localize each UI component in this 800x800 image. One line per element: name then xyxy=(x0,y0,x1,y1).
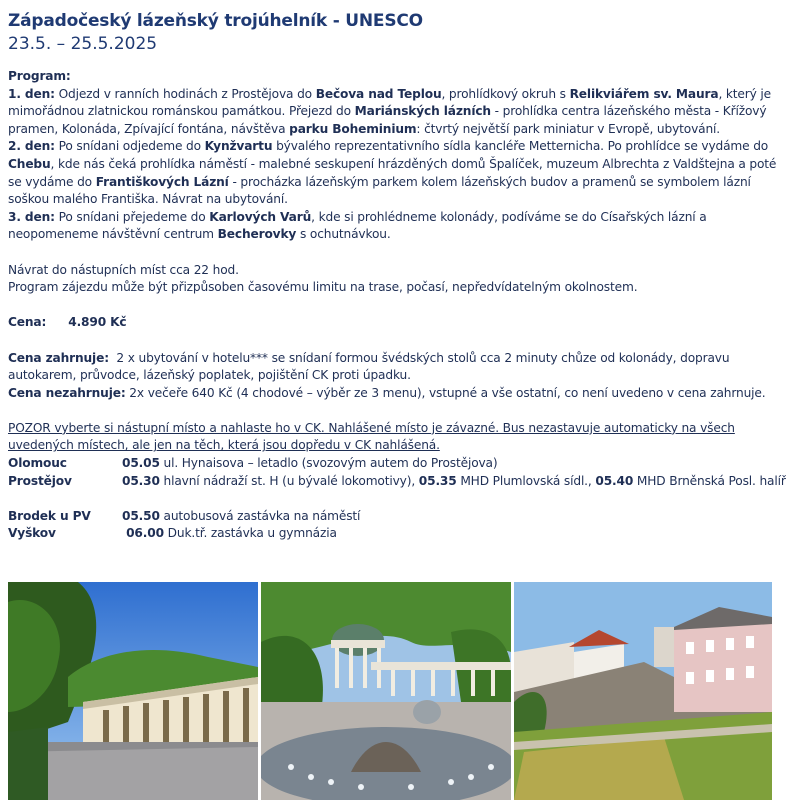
stop-times xyxy=(122,508,360,526)
includes-text: 2 x ubytování v hotelu*** se snídaní formou švédských stolů cca 2 minuty chůze od kolonády, dopravu autokarem, průvodce, lázeňský poplatek, pojištění CK proti úpadku. xyxy=(8,350,734,383)
bold-text: Chebu xyxy=(8,156,51,171)
stop-city: Prostějov xyxy=(8,473,72,488)
bold-text: 05.30 xyxy=(122,473,160,488)
price-includes xyxy=(8,350,792,385)
text-run: ul. Hynaisova – letadlo (svozovým autem do Prostějova) xyxy=(159,456,498,471)
bold-text: 05.05 xyxy=(122,456,160,471)
text-run: hlavní nádraží st. H (u bývalé lokomotivy), xyxy=(159,473,419,488)
bold-text: 05.40 xyxy=(595,473,634,488)
colonnade-photo xyxy=(8,582,258,800)
stop-city: Vyškov xyxy=(8,526,56,541)
text-run: , kde si prohlédneme kolonády, podíváme se do Císařských lázní a neopomeneme návštěvní centrum xyxy=(8,209,707,242)
excludes-label: Cena nezahrnuje: xyxy=(8,385,126,400)
text-run: Po snídani odjedeme do xyxy=(54,139,205,154)
program-day xyxy=(8,209,792,244)
bold-text: Karlových Varů xyxy=(209,209,312,224)
text-run: Odjezd v ranních hodinách z Prostějova do xyxy=(54,86,316,101)
text-run: bývalého reprezentativního sídla kancléře Metternicha. Po prohlídce se vydáme do xyxy=(272,139,769,154)
bold-text: Mariánských lázních xyxy=(354,104,491,119)
stop-city: Brodek u PV xyxy=(8,508,91,523)
stop-times xyxy=(122,525,337,543)
text-run: , který je mimořádnou zlatnickou románskou památkou. Přejezd do xyxy=(8,86,772,119)
return-note: Návrat do nástupních míst cca 22 hod. xyxy=(8,262,239,277)
text-run: , prohlídkový okruh s xyxy=(441,86,570,101)
stops-list xyxy=(8,455,792,543)
price-label: Cena: xyxy=(8,315,47,330)
program-heading: Program: xyxy=(8,69,71,83)
price-value: 4.890 Kč xyxy=(68,315,127,330)
text-run: , kde nás čeká prohlídka náměstí - malebné seskupení hrázděných domů Špalíček, muzeum Albrechta z Valdštejna a poté se vydáme do xyxy=(8,156,777,189)
text-run: MHD Plumlovská sídl., xyxy=(456,473,596,488)
bold-text: 05.50 xyxy=(122,508,160,523)
stop-times xyxy=(122,455,497,473)
bold-text: 06.00 xyxy=(122,526,164,541)
singing-fountain-photo xyxy=(261,582,511,800)
program-day xyxy=(8,138,792,208)
includes-label: Cena zahrnuje: xyxy=(8,350,109,365)
excludes-text: 2x večeře 640 Kč (4 chodové – výběr ze 3 menu), vstupné a vše ostatní, co není uvedeno v cena zahrnuje. xyxy=(125,385,766,400)
stop-olomouc xyxy=(8,455,792,473)
bold-text: Bečova nad Teplou xyxy=(315,86,442,101)
stop-brodek xyxy=(8,508,792,526)
stop-vyskov xyxy=(8,525,792,543)
text-run: : čtvrtý největší park miniatur v Evropě, ubytování. xyxy=(416,121,721,136)
text-run: - procházka lázeňským parkem kolem lázeňských budov a pramenů se symbolem lázní soškou malého Františka. Návrat na ubytování. xyxy=(8,174,751,207)
photo-strip xyxy=(8,582,792,800)
stop-city: Olomouc xyxy=(8,456,67,471)
stop-prostejov xyxy=(8,473,792,491)
bold-text: Kynžvartu xyxy=(204,139,273,154)
text-run: autobusová zastávka na náměstí xyxy=(159,508,361,523)
program-note: Program zájezdu může být přizpůsoben časovému limitu na trase, počasí, nepředvídatelným okolnostem. xyxy=(8,280,638,295)
bold-text: 05.35 xyxy=(418,473,457,488)
bold-text: parku Boheminium xyxy=(289,121,417,136)
text-run: MHD Brněnská Posl. halíř xyxy=(633,473,786,488)
price-excludes xyxy=(8,385,792,403)
bold-text: Relikviářem sv. Maura xyxy=(569,86,719,101)
stop-times xyxy=(122,473,786,491)
day-label: 1. den: xyxy=(8,86,55,101)
day-label: 2. den: xyxy=(8,139,55,154)
bold-text: Becherovky xyxy=(217,227,297,242)
day-text xyxy=(8,87,771,136)
price-line xyxy=(8,314,792,332)
program-day xyxy=(8,86,792,139)
day-text xyxy=(8,210,707,242)
page-title: Západočeský lázeňský trojúhelník - UNESCO xyxy=(8,11,423,31)
trip-dates: 23.5. – 25.5.2025 xyxy=(8,34,158,54)
day-text xyxy=(8,139,776,206)
program-section xyxy=(8,68,792,543)
day-label: 3. den: xyxy=(8,209,55,224)
text-run: s ochutnávkou. xyxy=(296,227,391,242)
bold-text: Františkových Lázní xyxy=(95,174,229,189)
document xyxy=(8,10,792,543)
castle-photo xyxy=(514,582,772,800)
text-run: Po snídani přejedeme do xyxy=(54,209,210,224)
text-run: Duk.tř. zastávka u gymnázia xyxy=(163,526,337,541)
boarding-notice: POZOR vyberte si nástupní místo a nahlaste ho v CK. Nahlášené místo je závazné. Bus nezastavuje automaticky na všech uvedených místech, ale jen na těch, která jsou dopředu v CK nahlášená. xyxy=(8,420,735,453)
text-run: - prohlídka centra lázeňského města - Křížový pramen, Kolonáda, Zpívající fontána, návštěva xyxy=(8,104,767,136)
